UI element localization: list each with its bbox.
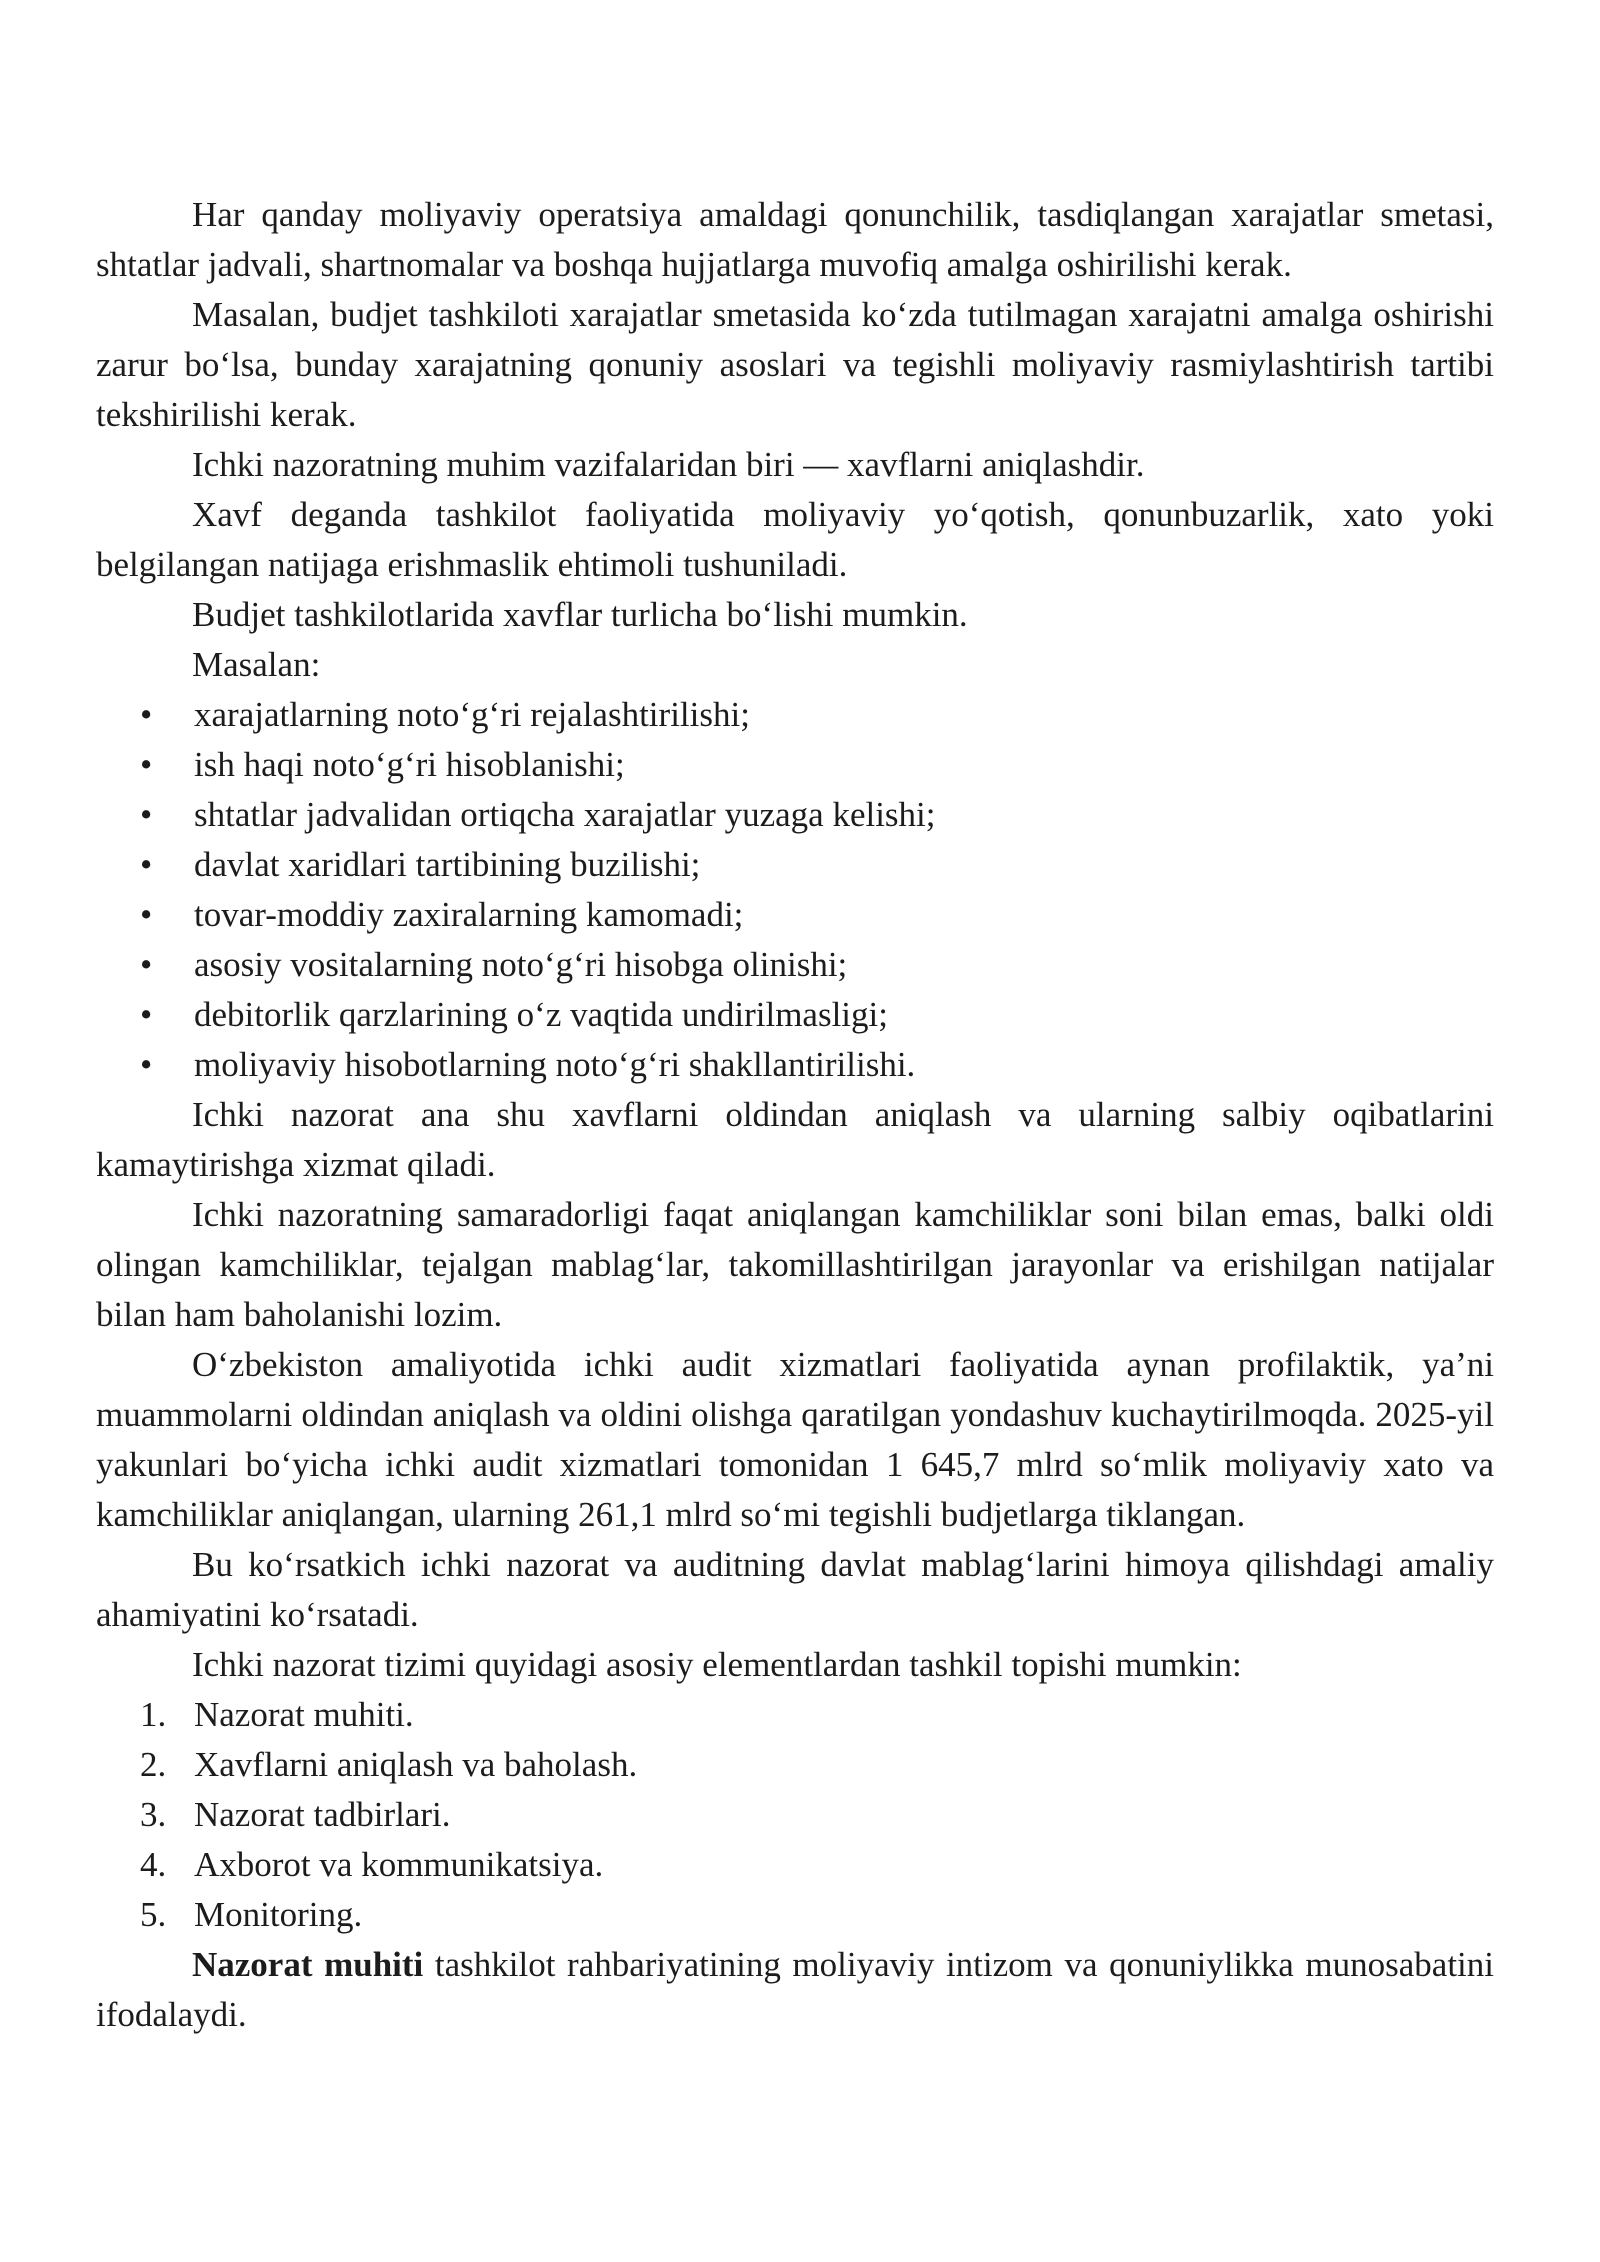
bullet-icon: • [140, 995, 153, 1034]
list-item-text: Nazorat tadbirlari. [194, 1795, 451, 1834]
document-body [96, 190, 1494, 2040]
list-item-text: ish haqi noto‘g‘ri hisoblanishi; [194, 745, 625, 784]
list-item-text: Axborot va kommunikatsiya. [194, 1845, 604, 1884]
list-number: 4. [140, 1845, 167, 1884]
paragraph: Masalan: [192, 645, 321, 684]
bullet-icon: • [140, 795, 153, 834]
bullet-icon: • [140, 745, 153, 784]
list-item [96, 890, 1494, 940]
list-item [96, 790, 1494, 840]
list-item-text: debitorlik qarzlarining o‘z vaqtida undirilmasligi; [194, 995, 888, 1034]
list-number: 1. [140, 1695, 167, 1734]
paragraph: O‘zbekiston amaliyotida ichki audit xizmatlari faoliyatida aynan profilaktik, ya’ni muammolarni oldindan aniqlash va oldini olishga qaratilgan yondashuv kuchaytirilmoqda. 2025-yil yakunlari bo‘yicha ichki audit xizmatlari tomonidan 1 645,7 mlrd so‘mlik moliyaviy xato va kamchiliklar aniqlangan, ularning 261,1 mlrd so‘mi tegishli budjetlarga tiklangan. [96, 1345, 1494, 1534]
list-item [96, 1890, 1494, 1940]
list-item-text: tovar-moddiy zaxiralarning kamomadi; [194, 895, 744, 934]
control-elements-list [96, 1690, 1494, 1940]
list-item [96, 990, 1494, 1040]
paragraph: Xavf deganda tashkilot faoliyatida moliyaviy yo‘qotish, qonunbuzarlik, xato yoki belgilangan natijaga erishmaslik ehtimoli tushuniladi. [96, 495, 1494, 584]
list-item [96, 940, 1494, 990]
list-item [96, 1790, 1494, 1840]
list-item-text: asosiy vositalarning noto‘g‘ri hisobga olinishi; [194, 945, 848, 984]
bullet-icon: • [140, 845, 153, 884]
paragraph: Ichki nazorat tizimi quyidagi asosiy elementlardan tashkil topishi mumkin: [192, 1645, 1242, 1684]
list-item-text: xarajatlarning noto‘g‘ri rejalashtirilishi; [194, 695, 750, 734]
bullet-icon: • [140, 1045, 153, 1084]
list-item [96, 1690, 1494, 1740]
paragraph: Har qanday moliyaviy operatsiya amaldagi qonunchilik, tasdiqlangan xarajatlar smetasi, shtatlar jadvali, shartnomalar va boshqa hujjatlarga muvofiq amalga oshirilishi kerak. [96, 195, 1494, 284]
list-item-text: shtatlar jadvalidan ortiqcha xarajatlar yuzaga kelishi; [194, 795, 936, 834]
list-item-text: Monitoring. [194, 1895, 363, 1934]
list-item [96, 740, 1494, 790]
list-item [96, 1840, 1494, 1890]
list-item-text: Xavflarni aniqlash va baholash. [194, 1745, 638, 1784]
paragraph: Bu ko‘rsatkich ichki nazorat va auditning davlat mablag‘larini himoya qilishdagi amaliy ahamiyatini ko‘rsatadi. [96, 1545, 1494, 1634]
list-item-text: davlat xaridlari tartibining buzilishi; [194, 845, 701, 884]
paragraph: Masalan, budjet tashkiloti xarajatlar smetasida ko‘zda tutilmagan xarajatni amalga oshirishi zarur bo‘lsa, bunday xarajatning qonuniy asoslari va tegishli moliyaviy rasmiylashtirish tartibi tekshirilishi kerak. [96, 295, 1494, 434]
paragraph-text: tashkilot rahbariyatining moliyaviy intizom va qonuniylikka munosabatini ifodalaydi. [96, 1945, 1494, 2034]
list-item-text: Nazorat muhiti. [194, 1695, 414, 1734]
paragraph: Ichki nazoratning muhim vazifalaridan biri — xavflarni aniqlashdir. [192, 445, 1145, 484]
bullet-icon: • [140, 895, 153, 934]
list-number: 3. [140, 1795, 167, 1834]
bold-term: Nazorat muhiti [192, 1945, 424, 1984]
paragraph: Ichki nazorat ana shu xavflarni oldindan aniqlash va ularning salbiy oqibatlarini kamaytirishga xizmat qiladi. [96, 1095, 1494, 1184]
paragraph: Budjet tashkilotlarida xavflar turlicha bo‘lishi mumkin. [192, 595, 968, 634]
list-item [96, 840, 1494, 890]
list-number: 2. [140, 1745, 167, 1784]
list-item-text: moliyaviy hisobotlarning noto‘g‘ri shakllantirilishi. [194, 1045, 916, 1084]
risk-bullet-list [96, 690, 1494, 1090]
paragraph [96, 1940, 1494, 2040]
bullet-icon: • [140, 945, 153, 984]
list-number: 5. [140, 1895, 167, 1934]
paragraph: Ichki nazoratning samaradorligi faqat aniqlangan kamchiliklar soni bilan emas, balki oldi olingan kamchiliklar, tejalgan mablag‘lar, takomillashtirilgan jarayonlar va erishilgan natijalar bilan ham baholanishi lozim. [96, 1195, 1494, 1334]
bullet-icon: • [140, 695, 153, 734]
list-item [96, 690, 1494, 740]
list-item [96, 1740, 1494, 1790]
list-item [96, 1040, 1494, 1090]
